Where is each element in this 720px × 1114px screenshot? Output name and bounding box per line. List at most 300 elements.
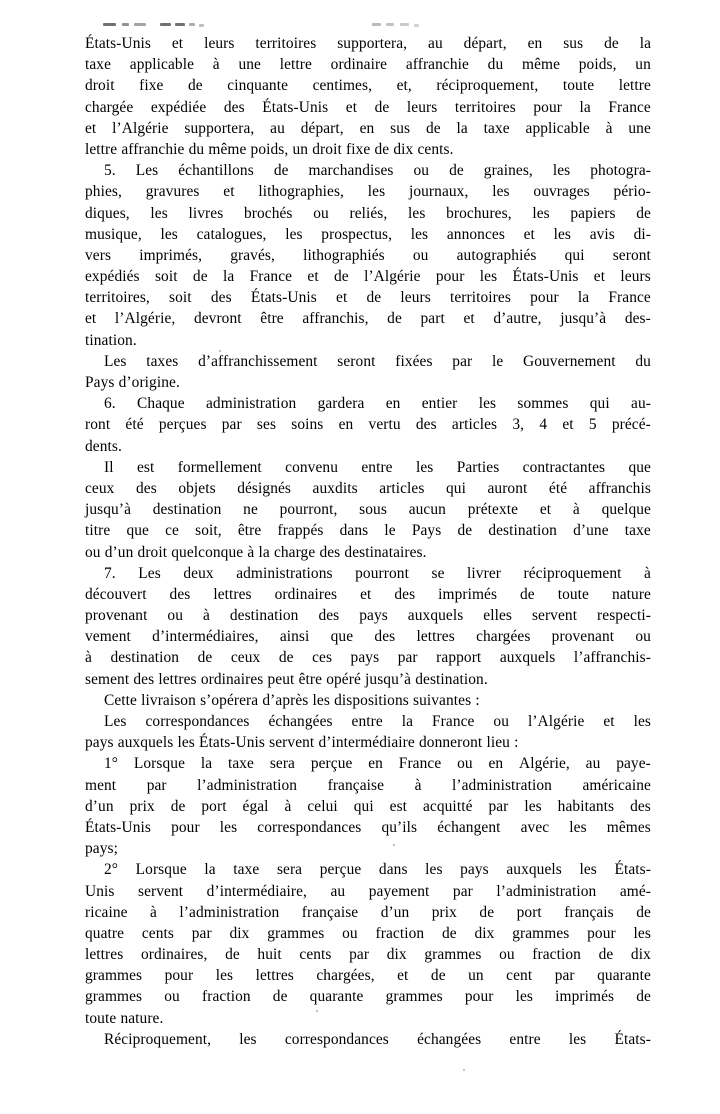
word: soit, <box>195 522 222 540</box>
header-fragment <box>175 23 185 26</box>
word: égal <box>242 797 269 815</box>
word: droit <box>312 140 342 158</box>
word: Lorsque <box>133 755 186 773</box>
text-line <box>85 75 651 96</box>
word: soit <box>169 289 192 307</box>
word: soins <box>291 416 324 434</box>
word: poids, <box>250 140 289 158</box>
word: par <box>221 416 242 434</box>
text-line <box>85 1029 651 1050</box>
word: États-Unis <box>199 734 265 752</box>
word: ou <box>85 543 101 561</box>
word: quarante <box>309 988 364 1006</box>
word: formellement <box>177 458 262 476</box>
word: qui <box>353 797 374 815</box>
word: prix <box>431 903 457 921</box>
word: respecti- <box>597 607 651 625</box>
word: fixées <box>395 352 433 370</box>
word: par <box>488 797 509 815</box>
word: à <box>284 797 292 815</box>
text-line <box>85 203 651 224</box>
word: vement <box>85 628 131 646</box>
word: les <box>524 797 542 815</box>
text-line <box>85 139 651 160</box>
word: Cette <box>104 691 137 709</box>
word: à <box>212 56 220 74</box>
word: les <box>160 225 178 243</box>
word: sus <box>563 35 584 52</box>
word: de <box>636 988 651 1006</box>
word: des <box>374 628 396 646</box>
word: correspondances <box>257 818 362 836</box>
word: des <box>319 543 341 561</box>
word: auxquels <box>117 734 174 752</box>
word: sous <box>359 501 387 519</box>
word: dix <box>229 924 250 942</box>
word: seront <box>612 246 651 264</box>
word: taxe <box>624 522 651 540</box>
word: d’affranchissement <box>198 352 318 370</box>
word: d’un <box>85 797 114 815</box>
word: leurs <box>204 35 235 52</box>
word: de <box>430 967 446 985</box>
word: autographiés <box>456 246 537 264</box>
word: articles <box>379 479 425 497</box>
text-line <box>85 245 651 266</box>
word: auxdits <box>312 479 358 497</box>
word: nature <box>611 585 651 603</box>
word: expédiés <box>85 268 140 286</box>
text-line <box>85 944 651 965</box>
word: les <box>177 734 195 752</box>
word: par <box>349 946 370 964</box>
header-fragment <box>414 24 419 27</box>
word: des <box>135 479 157 497</box>
word: imprimés <box>438 585 498 603</box>
word: affranchis, <box>302 310 369 328</box>
word: leurs <box>620 268 651 286</box>
word: française <box>301 903 359 921</box>
word: et <box>85 119 97 137</box>
word: applicable <box>525 119 590 137</box>
word: l’Algérie, <box>114 310 176 328</box>
header-fragment <box>189 23 195 26</box>
word: toute <box>562 77 595 95</box>
word: les <box>552 162 571 180</box>
word: papiers <box>570 204 616 222</box>
word: quarante <box>597 967 651 985</box>
word: une <box>238 56 261 74</box>
word: par <box>452 882 473 900</box>
word: être <box>237 522 262 540</box>
word: 3, <box>512 416 525 434</box>
word: qui <box>445 479 466 497</box>
word: avec <box>520 818 550 836</box>
text-line <box>85 605 651 626</box>
word: d’origine. <box>118 374 180 391</box>
word: pays <box>85 734 114 752</box>
text-line <box>85 224 651 245</box>
word: huit <box>257 946 282 964</box>
word: Les <box>104 352 127 370</box>
word: par <box>191 924 212 942</box>
word: France <box>249 268 293 286</box>
word: catalogues, <box>196 225 267 243</box>
scan-speck <box>219 350 221 352</box>
text-line <box>85 965 651 986</box>
word: devront <box>193 310 242 328</box>
word: graines, <box>483 162 533 180</box>
word: phies, <box>85 183 122 201</box>
text-line <box>85 923 651 944</box>
word: entre <box>351 713 383 730</box>
text-line <box>85 796 651 817</box>
word: applicable <box>129 56 195 74</box>
word: été <box>125 416 144 434</box>
word: départ, <box>463 35 507 52</box>
word: ouvrages <box>533 183 590 201</box>
word: quelque <box>601 501 651 519</box>
word: supportera, <box>184 119 255 137</box>
word: grammes <box>85 988 143 1006</box>
word: ordinaires <box>274 585 338 603</box>
word: échangées <box>417 1030 482 1048</box>
word: un <box>292 140 309 158</box>
word: Pays <box>85 374 115 391</box>
word: et <box>345 98 358 116</box>
word: en <box>385 395 401 413</box>
word: la <box>222 268 235 286</box>
word: de <box>425 119 441 137</box>
word: un <box>468 967 484 985</box>
text-line <box>85 97 651 118</box>
word: échantillons <box>178 162 254 180</box>
word: annonces <box>446 225 505 243</box>
word: chargées <box>476 628 531 646</box>
word: à <box>247 543 255 561</box>
word: leurs <box>406 98 438 116</box>
word: d’intermédiaires, <box>152 628 259 646</box>
word: sommes <box>517 395 569 413</box>
text-line <box>85 817 651 838</box>
word: départ, <box>300 119 344 137</box>
word: taxe <box>85 56 112 74</box>
word: France <box>432 713 475 730</box>
word: pério- <box>613 183 651 201</box>
word: perçue <box>319 861 362 879</box>
word: brochures, <box>446 204 512 222</box>
word: reliés, <box>349 204 388 222</box>
header-fragment <box>372 23 381 26</box>
word: être <box>260 310 284 328</box>
word: d’une <box>573 522 609 540</box>
word: ricaine <box>85 903 128 921</box>
word: sement <box>85 670 130 688</box>
word: auxquels <box>407 607 464 625</box>
word: fixe <box>139 77 164 95</box>
word: destination <box>152 501 222 519</box>
word: et <box>336 289 348 307</box>
word: musique, <box>85 225 142 243</box>
word: un <box>635 56 651 74</box>
word: ceux <box>230 649 261 667</box>
word: lettre <box>279 56 312 74</box>
word: pays; <box>85 840 118 858</box>
word: dix <box>386 946 407 964</box>
word: acquitté <box>422 797 473 815</box>
word: quatre <box>85 924 125 942</box>
word: lettres <box>85 946 124 964</box>
word: ceux <box>85 479 115 497</box>
word: et <box>593 268 606 286</box>
word: entre <box>361 458 393 476</box>
word: la <box>200 755 213 773</box>
word: la <box>579 98 591 116</box>
header-fragment <box>386 23 394 26</box>
word: à <box>572 501 580 519</box>
word: d’autre, <box>493 310 542 328</box>
word: d’intermédiaire <box>318 734 415 752</box>
word: cents <box>141 924 174 942</box>
word: à <box>150 903 157 921</box>
word: les <box>479 268 498 286</box>
word: de <box>273 162 289 180</box>
word: États-Unis <box>85 35 151 52</box>
word: Algérie, <box>519 755 570 773</box>
text-line <box>85 478 651 499</box>
word: titre <box>85 522 111 540</box>
word: 1° <box>104 755 119 773</box>
word: ne <box>243 501 258 519</box>
text-line <box>85 499 651 520</box>
word: la <box>639 35 651 52</box>
word: Il <box>104 458 114 476</box>
word: les <box>239 1030 257 1048</box>
word: États- <box>614 861 651 879</box>
text-line <box>85 711 651 732</box>
word: au <box>585 755 601 773</box>
word: frappés <box>277 522 324 540</box>
word: à <box>605 119 613 137</box>
header-fragment <box>122 23 129 26</box>
text-line <box>85 563 651 584</box>
word: dents. <box>85 437 122 455</box>
word: perçue <box>310 755 353 773</box>
word: seront <box>337 352 376 370</box>
word: et <box>171 35 184 52</box>
word: destination <box>229 607 299 625</box>
text-line <box>85 118 651 139</box>
word: droit <box>137 543 168 561</box>
word: États-Unis <box>85 818 151 836</box>
word: gravures <box>145 183 200 201</box>
text-line <box>85 542 651 563</box>
word: cents <box>299 946 332 964</box>
word: di- <box>633 225 651 243</box>
word: livrer <box>467 564 501 582</box>
word: le <box>491 352 504 370</box>
word: amé- <box>619 882 651 900</box>
word: : <box>475 691 480 709</box>
word: provenant <box>85 607 148 625</box>
text-line <box>85 986 651 1007</box>
word: la <box>401 713 414 730</box>
word: contractantes <box>522 458 606 476</box>
word: de <box>225 946 240 964</box>
word: les <box>633 713 651 730</box>
word: dix <box>474 924 495 942</box>
word: gardera <box>317 395 365 413</box>
word: photogra- <box>590 162 651 180</box>
word: jusqu’à <box>365 670 412 688</box>
word: l’administration <box>452 776 552 794</box>
text-line <box>85 351 651 372</box>
word: États-Unis <box>250 289 317 307</box>
word: jusqu’à <box>560 310 607 328</box>
word: qu’ils <box>381 818 418 836</box>
word: États-Unis <box>262 98 329 116</box>
word: avis <box>589 225 615 243</box>
word: de <box>188 77 203 95</box>
word: des- <box>624 310 651 328</box>
word: vers <box>85 246 112 264</box>
word: ou <box>635 628 651 646</box>
word: que <box>330 628 354 646</box>
word: poids, <box>578 56 617 74</box>
word: toute <box>557 585 589 603</box>
text-line <box>85 859 651 880</box>
word: dix <box>630 946 651 964</box>
word: pour <box>587 924 616 942</box>
word: : <box>514 734 519 752</box>
word: ainsi <box>279 628 310 646</box>
word: les <box>553 225 572 243</box>
word: imprimés <box>555 988 615 1006</box>
word: en <box>338 416 354 434</box>
text-line <box>85 308 651 329</box>
word: par <box>452 352 473 370</box>
word: chargée <box>85 98 134 116</box>
word: ou <box>412 246 429 264</box>
word: livres <box>188 204 224 222</box>
scan-speck <box>463 1069 465 1071</box>
word: 4 <box>539 416 548 434</box>
word: l’Algérie <box>527 713 585 730</box>
word: ou <box>493 713 510 730</box>
word: pays <box>359 607 388 625</box>
word: Lorsque <box>135 861 187 879</box>
word: territoires <box>454 98 516 116</box>
word: de <box>636 903 651 921</box>
word: France <box>608 98 651 116</box>
word: donneront <box>419 734 483 752</box>
word: Les <box>104 713 127 730</box>
word: les <box>367 183 386 201</box>
word: une <box>628 119 651 137</box>
word: pour <box>164 967 194 985</box>
word: pourront <box>355 564 409 582</box>
word: articles <box>451 416 498 434</box>
word: les <box>415 458 434 476</box>
text-line <box>85 520 651 541</box>
word: les <box>150 204 168 222</box>
word: de <box>374 98 390 116</box>
word: suivantes <box>413 691 472 709</box>
word: l’Algérie <box>112 119 169 137</box>
word: même <box>208 140 247 158</box>
word: correspondances <box>284 1030 389 1048</box>
word: jusqu’à <box>85 501 132 519</box>
word: servent <box>531 607 578 625</box>
word: ses <box>256 416 277 434</box>
word: ou <box>457 755 473 773</box>
text-line <box>85 436 651 457</box>
word: est <box>389 797 408 815</box>
word: prétexte <box>467 501 519 519</box>
word: les <box>219 818 238 836</box>
word: dans <box>378 861 408 879</box>
word: grammes <box>267 924 325 942</box>
word: sera <box>269 755 295 773</box>
word: des <box>133 670 155 688</box>
word: au <box>330 882 346 900</box>
word: de <box>272 988 288 1006</box>
text-line <box>85 690 651 711</box>
word: et <box>523 225 535 243</box>
word: cinquante <box>227 77 289 95</box>
word: correspondances <box>145 713 250 730</box>
word: objets <box>178 479 216 497</box>
word: grammes <box>85 967 143 985</box>
word: réciproquement, <box>436 77 539 95</box>
word: ou <box>342 924 358 942</box>
word: des <box>630 797 651 815</box>
word: et <box>307 268 319 286</box>
word: et <box>562 416 574 434</box>
word: d’après <box>262 691 309 709</box>
word: des <box>223 98 245 116</box>
word: pour <box>171 818 200 836</box>
header-fragment <box>160 23 171 26</box>
word: de <box>441 924 457 942</box>
word: rapport <box>436 649 482 667</box>
running-head-remnant <box>0 0 720 30</box>
word: gravés, <box>230 246 275 264</box>
word: Chaque <box>137 395 185 413</box>
word: 6. <box>104 395 116 413</box>
document-body-text <box>85 33 651 1050</box>
word: droit <box>85 77 115 95</box>
word: pour <box>435 268 465 286</box>
word: et <box>397 967 409 985</box>
word: France <box>608 289 651 307</box>
word: destination <box>488 522 557 540</box>
word: les <box>425 861 443 879</box>
word: entre <box>509 1030 541 1048</box>
word: tination. <box>85 331 137 349</box>
word: le <box>384 522 396 540</box>
header-fragment <box>199 24 204 27</box>
word: lettre <box>85 140 118 158</box>
word: d’un <box>104 543 134 561</box>
header-fragment <box>134 23 146 26</box>
word: servent <box>138 882 184 900</box>
word: de <box>278 649 294 667</box>
word: taxe <box>233 861 260 879</box>
text-line <box>85 838 651 859</box>
word: paye- <box>616 755 651 773</box>
word: échangées <box>268 713 333 730</box>
